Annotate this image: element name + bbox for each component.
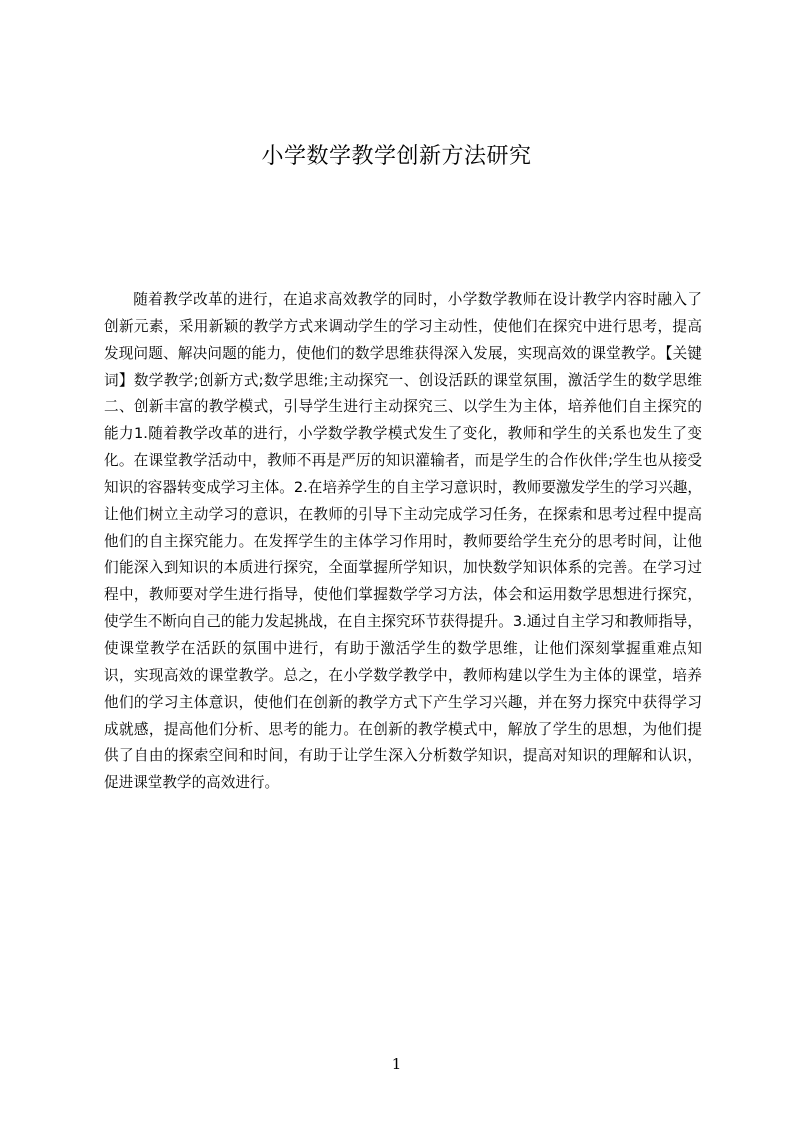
page-number: 1 <box>391 1055 402 1073</box>
body-paragraph: 随着教学改革的进行，在追求高效教学的同时，小学数学教师在设计教学内容时融入了创新元素，采用新颖的教学方式来调动学生的学习主动性，使他们在探究中进行思考，提高发现问题、解决问题的能力，使他们的数学思维获得深入发展，实现高效的课堂教学。【关键词】数学教学;创新方式;数学思维;主动探究一、创设活跃的课堂氛围，激活学生的数学思维二、创新丰富的教学模式，引导学生进行主动探究三、以学生为主体，培养他们自主探究的能力1.随着教学改革的进行，小学数学教学模式发生了变化，教师和学生的关系也发生了变化。在课堂教学活动中，教师不再是严厉的知识灌输者，而是学生的合作伙伴;学生也从接受知识的容器转变成学习主体。2.在培养学生的自主学习意识时，教师要激发学生的学习兴趣，让他们树立主动学习的意识，在教师的引导下主动完成学习任务，在探索和思考过程中提高他们的自主探究能力。在发挥学生的主体学习作用时，教师要给学生充分的思考时间，让他们能深入到知识的本质进行探究，全面掌握所学知识，加快数学知识体系的完善。在学习过程中，教师要对学生进行指导，使他们掌握数学学习方法，体会和运用数学思想进行探究，使学生不断向自己的能力发起挑战，在自主探究环节获得提升。3.通过自主学习和教师指导，使课堂教学在活跃的氛围中进行，有助于激活学生的数学思维，让他们深刻掌握重难点知识，实现高效的课堂教学。总之，在小学数学教学中，教师构建以学生为主体的课堂，培养他们的学习主体意识，使他们在创新的教学方式下产生学习兴趣，并在努力探究中获得学习成就感，提高他们分析、思考的能力。在创新的教学模式中，解放了学生的思想，为他们提供了自由的探索空间和时间，有助于让学生深入分析数学知识，提高对知识的理解和认识，促进课堂教学的高效进行。 <box>104 291 702 792</box>
document-title: 小学数学教学创新方法研究 <box>261 144 532 169</box>
